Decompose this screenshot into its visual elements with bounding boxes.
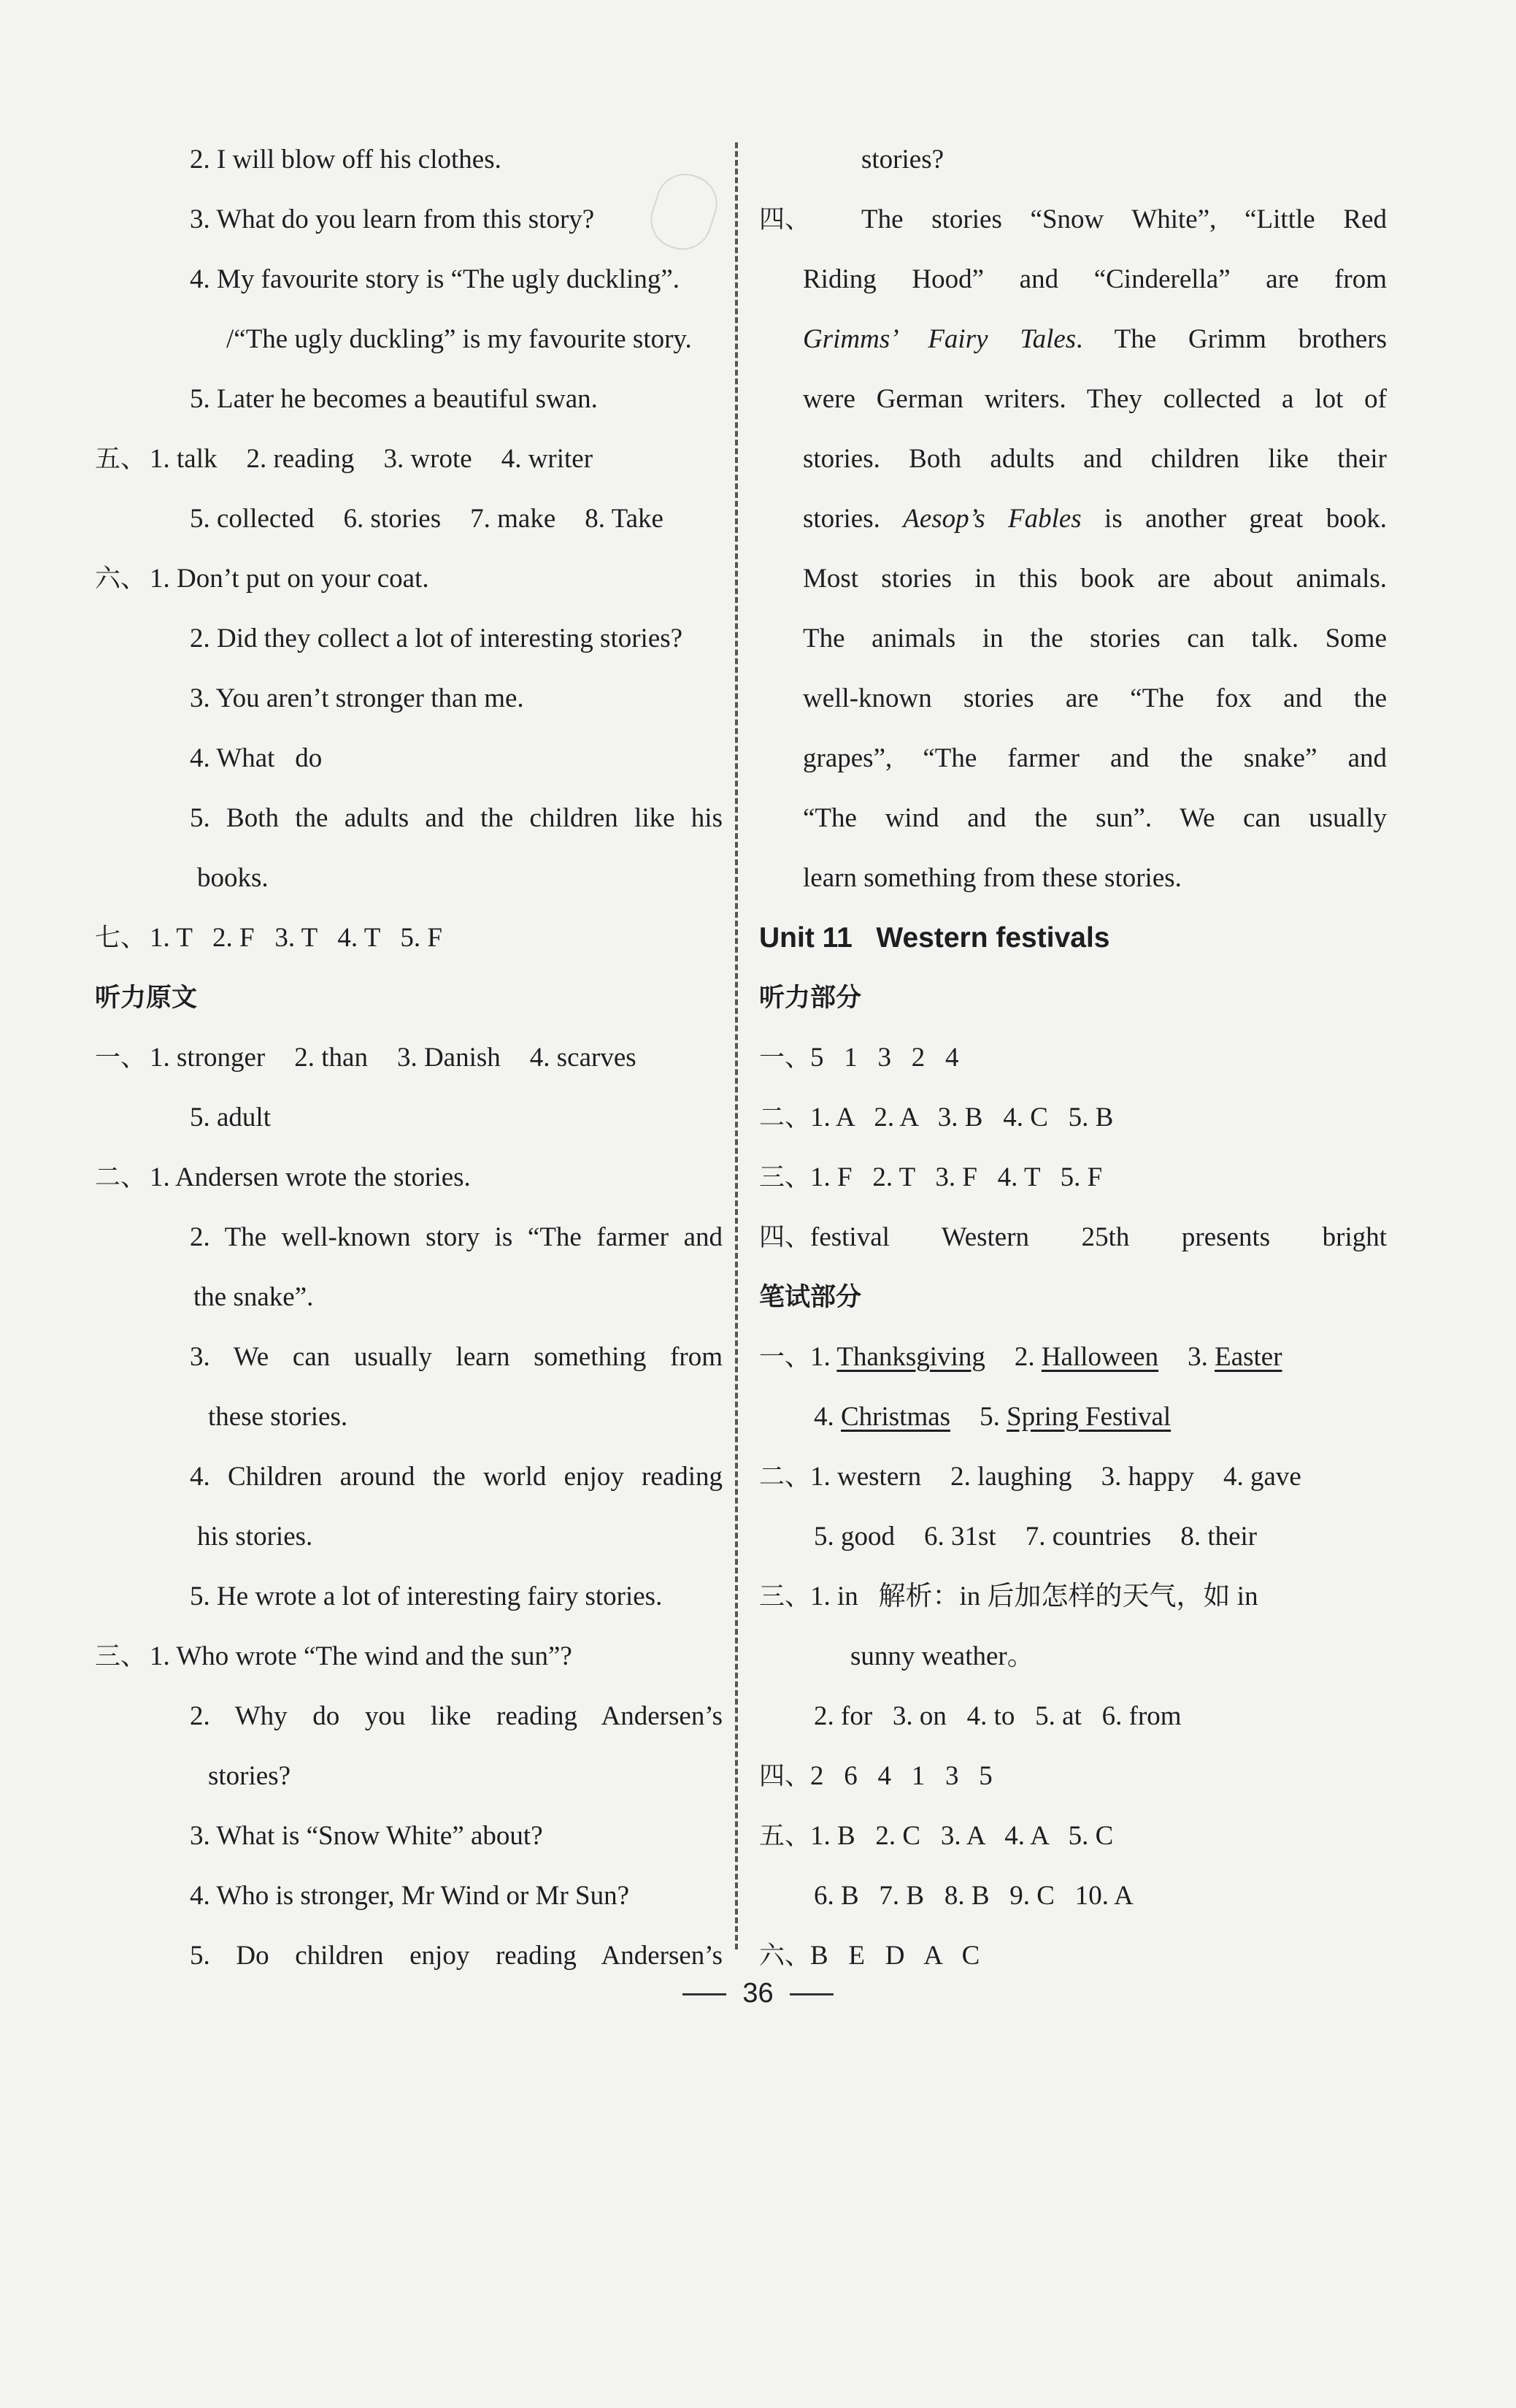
book-title: Aesop’s Fables (903, 504, 1082, 534)
section-label: 五、 (759, 1822, 811, 1851)
written-part-heading: 笔试部分 (759, 1283, 862, 1312)
faint-stamp-mark (643, 166, 725, 258)
section-label: 三、 (95, 1642, 147, 1671)
book-title: Grimms’ Fairy Tales (803, 324, 1077, 354)
section-label: 四、 (759, 205, 811, 234)
section-label: 一、 (95, 1043, 147, 1073)
section-label: 四、 (759, 1762, 811, 1791)
section-label: 二、 (759, 1103, 811, 1132)
section-label: 七、 (95, 924, 147, 953)
section-label: 四、 (759, 1223, 811, 1252)
section-label: 一、 (759, 1343, 811, 1372)
unit-title: Unit 11 Western festivals (759, 922, 1110, 954)
section-label: 二、 (759, 1462, 811, 1492)
listening-script-heading: 听力原文 (95, 983, 198, 1013)
section-label: 五、 (95, 445, 147, 474)
section-label: 六、 (759, 1941, 811, 1971)
section-label: 三、 (759, 1163, 811, 1192)
section-label: 六、 (95, 564, 147, 594)
answer-page: 2. I will blow off his clothes. 3. What do you learn from this story? 4. My favourite story is “The ugly duckling”. /“The ugly duckling” is my favourite story. 5. Later he becomes a beautiful swan. 五、 1. talk 2. reading 3. wrote 4. writer 5. collected 6. stories 7. make 8. Take 六、 1. Don’t put on your coat. 2. Did they collect a lot of interesting stories? 3. You aren’t stronger than me. 4. What do 5. Both the adults and the children like his books. 七、 1. T 2. F 3. T 4. T 5. F 听力原文 一、 1. stronger 2. than 3. Danish 4. scarves 5. adult 二、 1. Andersen wrote the stories. 2. The well-known story is “The farmer and the snake”. 3. We can usually learn something from these stories. 4. Children around the world enjoy reading his stories. 5. He wrote a lot of interesting fairy stories. 三、 1. Who wrote “The wind and the sun”? 2. Why do you like reading Andersen’s stories? 3. What is “Snow White” about? 4. Who is stronger, Mr Wind or Mr Sun? 5. Do children enjoy reading Andersen’s stories? 四、 The stories “Snow White”, “Little Red Riding Hood” and “Cinderella” are from Grimms’ Fairy Tales. The Grimm brothers were German writers. They collected a lot of stories. Both adults and children like their stories. Aesop’s Fables is another great book. Most stories in this book are about animals. The animals in the stories can talk. Some well-known stories are “The fox and the grapes”, “The farmer and the snake” and “The wind and the sun”. We can usually learn something from these stories. Unit 11 Western festivals 听力部分 一、 5 1 3 2 4 二、 1. A 2. A 3. B 4. C 5. B 三、 1. F 2. T 3. F 4. T 5. F 四、 festival Western 25th presents bright 笔试部分 一、 1. Thanksgiving 2. Halloween 3. Easter 4. Christmas 5. Spring Festival 二、 1. western 2. laughing 3. happy 4. gave 5. good 6. 31st 7. countries 8. their 三、 1. in 解析：in 后加怎样的天气，如 in sunny weather。 2. for 3. on 4. to 5. at 6. from 四、 2 6 4 1 3 5 五、 1. B 2. C 3. A 4. A 5. C 6. B 7. B 8. B 9. C 10. A 六、 B E D A C 36 (0, 0, 1516, 2408)
section-label: 一、 (759, 1043, 811, 1073)
column-divider (735, 142, 738, 1949)
section-label: 三、 (759, 1582, 811, 1611)
section-label: 二、 (95, 1163, 147, 1192)
page-number: 36 (0, 1975, 1516, 2012)
listening-part-heading: 听力部分 (759, 983, 862, 1013)
